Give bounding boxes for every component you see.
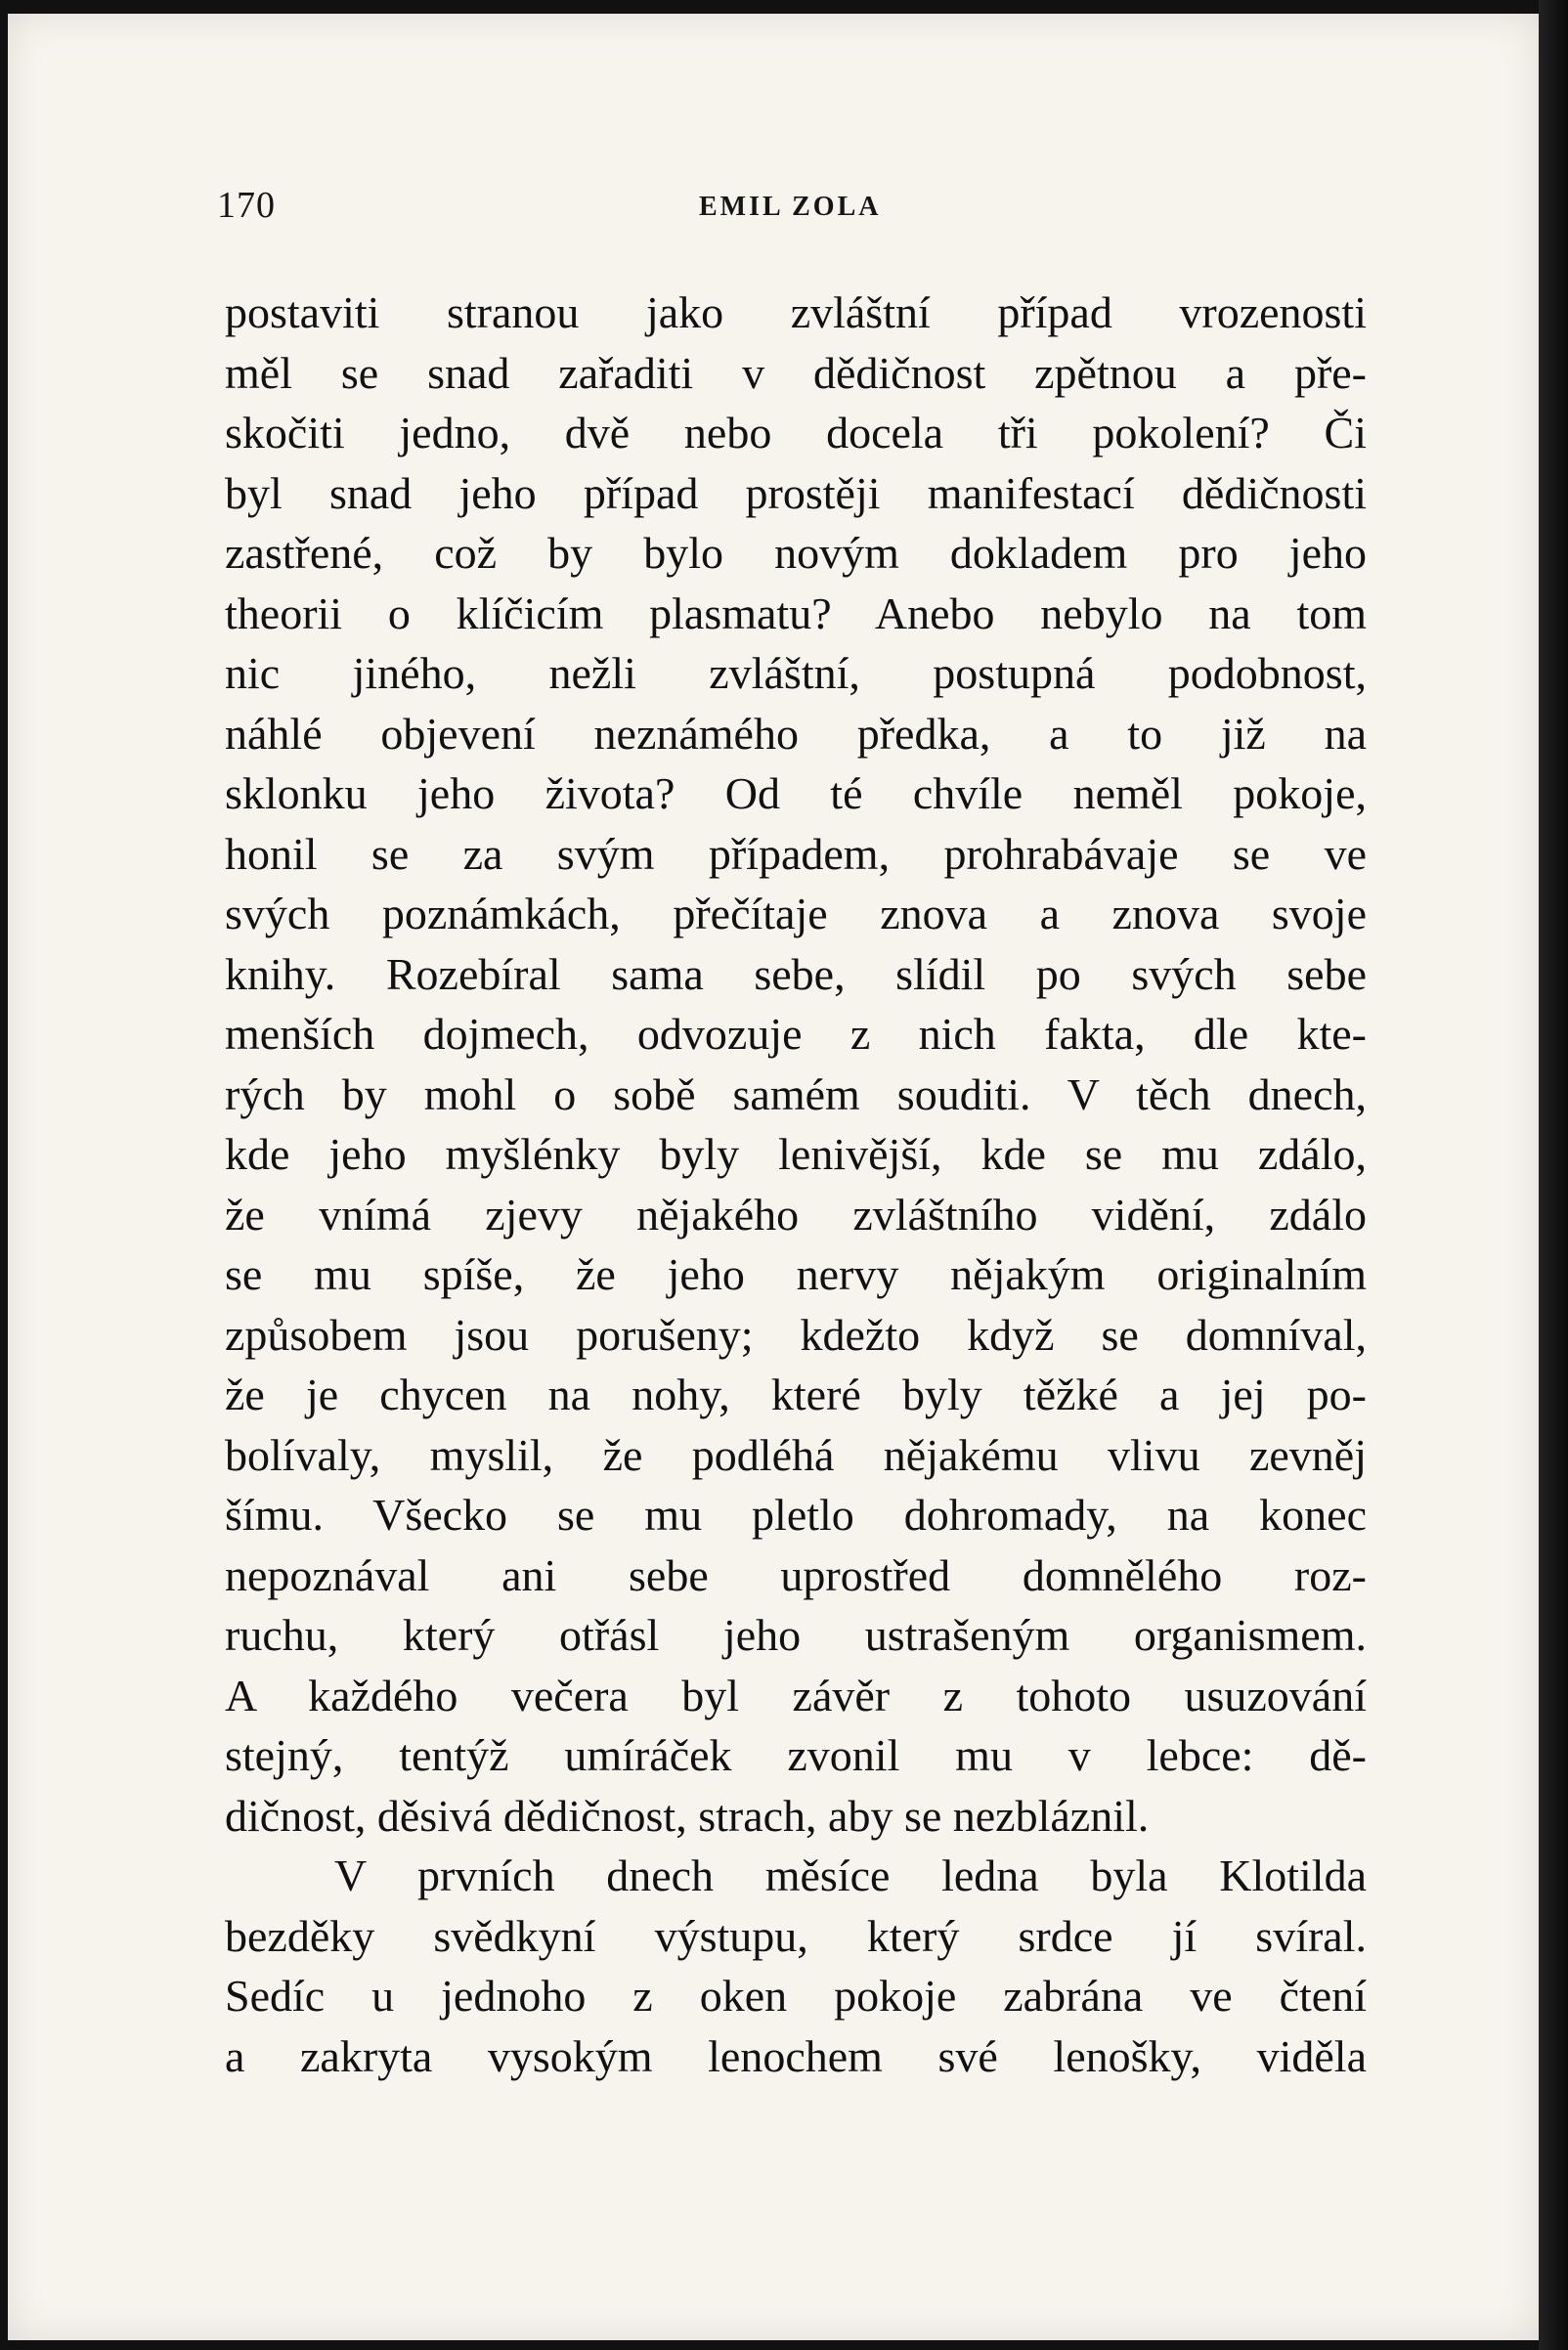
paragraph-2 bbox=[225, 1846, 1367, 2086]
paragraph-1 bbox=[225, 283, 1367, 1846]
text-line: šímu. Všecko se mu pletlo dohromady, na konec bbox=[225, 1490, 1367, 1540]
text-line: kde jeho myšlénky byly lenivější, kde se mu zdálo, bbox=[225, 1129, 1367, 1179]
page-number: 170 bbox=[217, 185, 276, 226]
text-line: že vnímá zjevy nějakého zvláštního vidění, zdálo bbox=[225, 1189, 1367, 1240]
text-line: bezděky svědkyní výstupu, který srdce jí svíral. bbox=[225, 1910, 1367, 1961]
text-line: rých by mohl o sobě samém souditi. V těch dnech, bbox=[225, 1068, 1367, 1119]
text-line: svých poznámkách, přečítaje znova a znova svoje bbox=[225, 889, 1367, 938]
text-line: měl se snad zařaditi v dědičnost zpětnou a pře- bbox=[225, 347, 1367, 398]
text-line: knihy. Rozebíral sama sebe, slídil po svých sebe bbox=[225, 948, 1367, 999]
text-line: zastřené, což by bylo novým dokladem pro jeho bbox=[225, 528, 1367, 578]
text-line: A každého večera byl závěr z tohoto usuzování bbox=[225, 1670, 1367, 1720]
text-line: skočiti jedno, dvě nebo docela tři pokolení? Či bbox=[225, 408, 1367, 457]
text-line: náhlé objevení neznámého předka, a to již na bbox=[225, 708, 1367, 759]
text-line: V prvních dnech měsíce ledna byla Klotilda bbox=[334, 1850, 1367, 1900]
text-line: způsobem jsou porušeny; kdežto když se domníval, bbox=[225, 1309, 1367, 1360]
text-line: nepoznával ani sebe uprostřed domnělého roz- bbox=[225, 1549, 1367, 1600]
text-line: honil se za svým případem, prohrabávaje se ve bbox=[225, 828, 1367, 879]
text-line: bolívaly, myslil, že podléhá nějakému vlivu zevněj bbox=[225, 1429, 1367, 1480]
page-header bbox=[217, 184, 1371, 233]
text-line: nic jiného, nežli zvláštní, postupná podobnost, bbox=[225, 648, 1367, 698]
body-text bbox=[225, 283, 1367, 2086]
running-title: EMIL ZOLA bbox=[699, 192, 882, 222]
page-edge-shadow bbox=[1539, 0, 1568, 2350]
text-line: a zakryta vysokým lenochem své lenošky, viděla bbox=[225, 2030, 1367, 2081]
text-line: byl snad jeho případ prostěji manifestací dědičnosti bbox=[225, 467, 1367, 518]
text-line: theorii o klíčicím plasmatu? Anebo nebylo na tom bbox=[225, 588, 1367, 638]
book-page bbox=[8, 14, 1539, 2340]
text-line: Sedíc u jednoho z oken pokoje zabrána ve čtení bbox=[225, 1971, 1367, 2021]
text-line: menších dojmech, odvozuje z nich fakta, dle kte- bbox=[225, 1009, 1367, 1059]
text-line: postaviti stranou jako zvláštní případ vrozenosti bbox=[225, 287, 1367, 337]
text-line: že je chycen na nohy, které byly těžké a jej po- bbox=[225, 1370, 1367, 1419]
text-line: stejný, tentýž umíráček zvonil mu v lebce: dě- bbox=[225, 1730, 1367, 1780]
text-line: se mu spíše, že jeho nervy nějakým originalním bbox=[225, 1249, 1367, 1299]
text-line: sklonku jeho života? Od té chvíle neměl pokoje, bbox=[225, 768, 1367, 818]
text-line: ruchu, který otřásl jeho ustrašeným organismem. bbox=[225, 1610, 1367, 1660]
text-line: dičnost, děsivá dědičnost, strach, aby se nezbláznil. bbox=[225, 1790, 1150, 1841]
